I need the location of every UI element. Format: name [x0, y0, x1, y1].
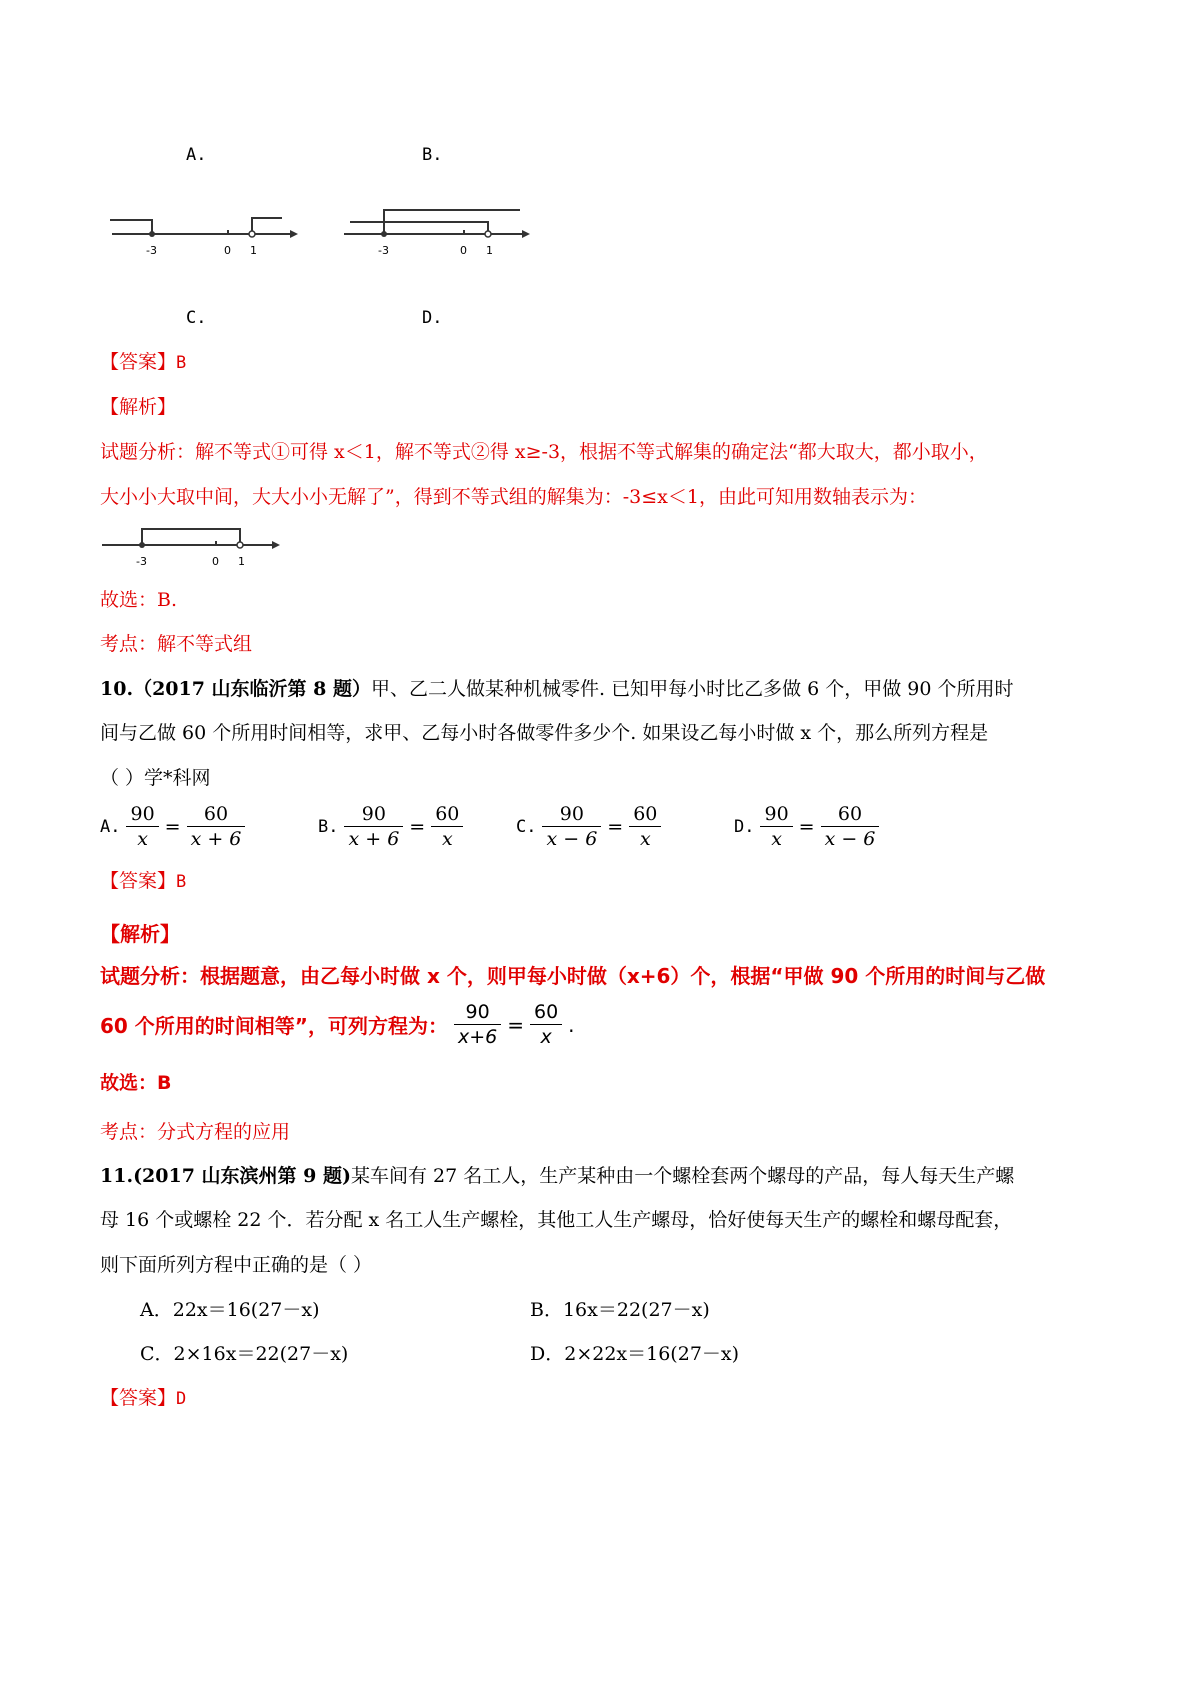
q11-option-b — [530, 1298, 710, 1322]
q11-source: (2017 山东滨州第 9 题) — [133, 1165, 351, 1187]
q10-stem-line3: （ ）学*科网 — [100, 767, 211, 789]
q9-option-c-label: C. — [186, 308, 207, 328]
q10-option-d — [734, 802, 879, 851]
denominator: x + 6 — [190, 828, 242, 850]
answer-value: D — [176, 1389, 187, 1409]
option-label: D． — [530, 1343, 565, 1365]
tick-label: -3 — [378, 244, 389, 257]
tick-label: 0 — [212, 555, 219, 568]
q10-analysis-label: 【解析】 — [100, 922, 180, 946]
answer-label: 【答案】 — [100, 1387, 177, 1409]
fraction — [760, 802, 792, 851]
numerator: 90 — [542, 802, 601, 827]
numerator: 60 — [431, 802, 463, 827]
denominator: x − 6 — [546, 828, 598, 850]
q11-stem-line2: 母 16 个或螺栓 22 个．若分配 x 名工人生产螺栓，其他工人生产螺母，恰好使每天生产的螺栓和螺母配套， — [100, 1209, 1013, 1231]
q9-answer — [100, 350, 186, 375]
answer-value: B — [176, 872, 187, 892]
option-text: 22x＝16(27－x) — [172, 1299, 320, 1321]
tick-label: 1 — [486, 244, 493, 257]
fraction — [126, 802, 158, 851]
tick-label: -3 — [146, 244, 157, 257]
tick-label: 0 — [460, 244, 467, 257]
q9-option-d-label: D. — [422, 308, 443, 328]
option-label: C． — [140, 1343, 174, 1365]
period: . — [568, 1012, 575, 1037]
tick-label: 1 — [238, 555, 245, 568]
q10-stem-line1 — [100, 677, 1014, 701]
denominator: x − 6 — [824, 828, 876, 850]
q11-option-d — [530, 1342, 739, 1366]
q9-numberline-c — [100, 200, 300, 274]
option-text: 16x＝22(27－x) — [562, 1299, 710, 1321]
option-label: B. — [318, 816, 339, 837]
q10-option-b — [318, 802, 463, 851]
numerator: 90 — [344, 802, 403, 827]
q10-source: （2017 山东临沂第 8 题） — [133, 678, 372, 700]
fraction — [629, 802, 661, 851]
option-text: 2×22x＝16(27－x) — [564, 1343, 740, 1365]
q10-option-a — [100, 802, 245, 851]
analysis-text: 60 个所用的时间相等”，可列方程为： — [100, 1014, 448, 1038]
tick-label: 0 — [224, 244, 231, 257]
q9-numberline-d — [340, 200, 540, 274]
q10-stem-text1: 甲、乙二人做某种机械零件. 已知甲每小时比乙多做 6 个，甲做 90 个所用时 — [371, 678, 1014, 700]
numerator: 90 — [126, 802, 158, 827]
q10-analysis-line2 — [100, 1000, 575, 1049]
q11-stem-line3: 则下面所列方程中正确的是（ ） — [100, 1254, 373, 1276]
answer-label: 【答案】 — [100, 351, 177, 373]
denominator: x+6 — [457, 1026, 498, 1048]
numerator: 90 — [454, 1000, 501, 1025]
tick-label: 1 — [250, 244, 257, 257]
option-label: B． — [530, 1299, 563, 1321]
q11-answer — [100, 1386, 186, 1411]
fraction — [821, 802, 880, 851]
equals-sign: = — [607, 815, 624, 838]
fraction — [344, 802, 403, 851]
q10-option-c — [516, 802, 661, 851]
q11-option-a — [140, 1298, 320, 1322]
denominator: x + 6 — [348, 828, 400, 850]
equals-sign: = — [409, 815, 426, 838]
equals-sign: = — [798, 815, 815, 838]
denominator: x — [639, 828, 651, 850]
answer-label: 【答案】 — [100, 870, 177, 892]
tick-label: -3 — [136, 555, 147, 568]
q11-stem-text1: 某车间有 27 名工人，生产某种由一个螺栓套两个螺母的产品，每人每天生产螺 — [351, 1165, 1015, 1187]
q9-option-a-label: A. — [186, 145, 207, 165]
q9-analysis-label: 【解析】 — [100, 396, 177, 418]
answer-value: B — [176, 353, 187, 373]
q9-analysis-line2: 大小小大取中间，大大小小无解了”，得到不等式组的解集为：-3≤x＜1，由此可知用数轴表示为： — [100, 486, 927, 508]
option-label: D. — [734, 816, 755, 837]
numerator: 60 — [187, 802, 246, 827]
q10-point: 考点：分式方程的应用 — [100, 1121, 291, 1143]
equals-sign: = — [507, 1012, 524, 1037]
fraction — [431, 802, 463, 851]
option-label: C. — [516, 816, 537, 837]
numerator: 90 — [760, 802, 792, 827]
q11-stem-line1 — [100, 1164, 1014, 1188]
denominator: x — [771, 828, 782, 850]
q9-option-b-label: B. — [422, 145, 443, 165]
fraction — [187, 802, 246, 851]
q10-answer — [100, 869, 186, 894]
denominator: x — [137, 828, 148, 850]
q10-analysis-line1: 试题分析：根据题意，由乙每小时做 x 个，则甲每小时做（x+6）个，根据“甲做 90 个所用的时间与乙做 — [100, 964, 1046, 988]
q11-number: 11. — [100, 1165, 134, 1187]
fraction — [542, 802, 601, 851]
q10-number: 10. — [100, 678, 134, 700]
fraction — [530, 1000, 562, 1049]
denominator: x — [441, 828, 453, 850]
q9-choose: 故选：B. — [100, 589, 178, 611]
option-label: A. — [100, 816, 121, 837]
numerator: 60 — [530, 1000, 562, 1025]
fraction — [454, 1000, 501, 1049]
q9-analysis-line1: 试题分析：解不等式①可得 x＜1，解不等式②得 x≥-3，根据不等式解集的确定法“都大取大，都小取小， — [100, 441, 988, 463]
q9-point: 考点：解不等式组 — [100, 633, 253, 655]
q10-stem-line2: 间与乙做 60 个所用时间相等，求甲、乙每小时各做零件多少个. 如果设乙每小时做 x 个，那么所列方程是 — [100, 722, 989, 744]
option-label: A． — [140, 1299, 173, 1321]
numerator: 60 — [821, 802, 880, 827]
equals-sign: = — [164, 815, 181, 838]
q10-choose: 故选：B — [100, 1072, 172, 1094]
q11-option-c — [140, 1342, 348, 1366]
q9-solution-numberline — [100, 515, 285, 579]
option-text: 2×16x＝22(27－x) — [173, 1343, 349, 1365]
numerator: 60 — [629, 802, 661, 827]
denominator: x — [540, 1026, 552, 1048]
